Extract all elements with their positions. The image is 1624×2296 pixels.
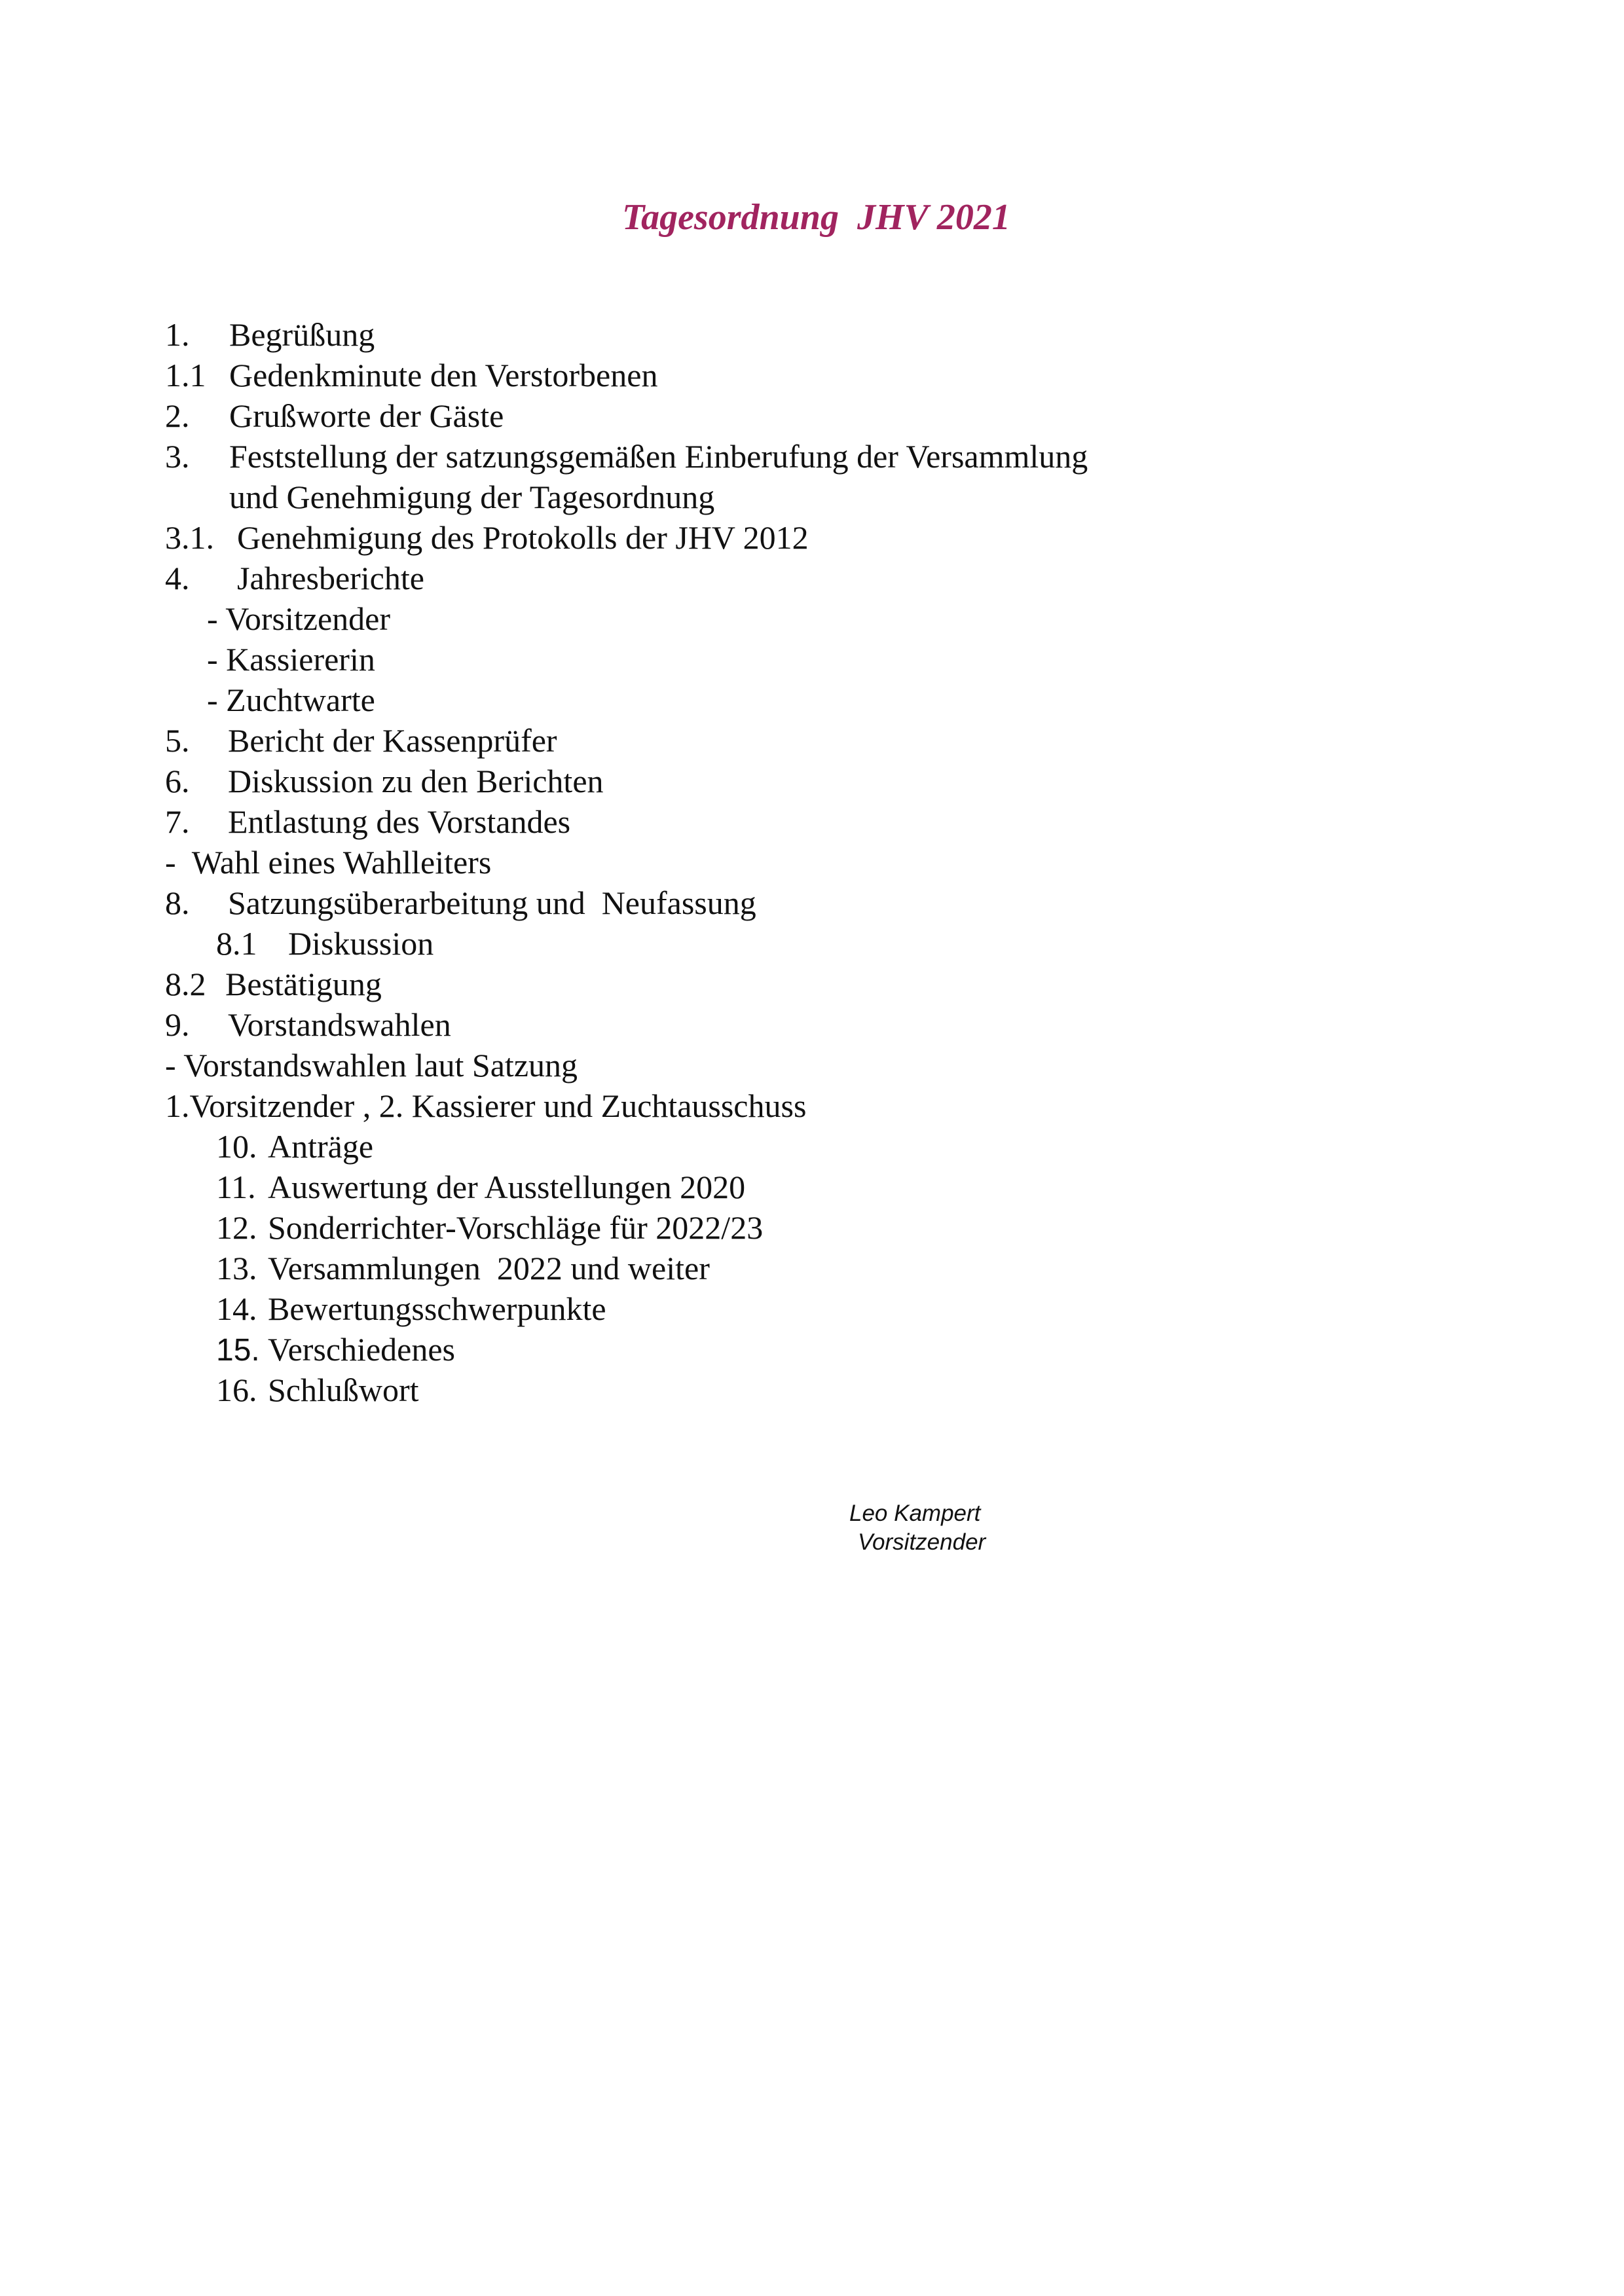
agenda-item-number: 15.: [216, 1333, 260, 1368]
agenda-item: [165, 1004, 451, 1045]
agenda-item-number: 16.: [216, 1372, 257, 1408]
agenda-item: [165, 1045, 578, 1085]
agenda-item-text: Vorstandswahlen: [228, 1006, 451, 1043]
agenda-item-text: Begrüßung: [229, 316, 375, 353]
agenda-item: [216, 1288, 606, 1329]
agenda-item-text: Bewertungsschwerpunkte: [268, 1290, 606, 1327]
agenda-item-text: Diskussion: [288, 925, 434, 962]
agenda-item-text: Bericht der Kassenprüfer: [228, 722, 557, 759]
agenda-item: [165, 477, 714, 517]
agenda-item: [216, 1167, 745, 1207]
agenda-item-number: 9.: [165, 1006, 190, 1043]
agenda-item: [165, 314, 375, 355]
agenda-item-number: 8.: [165, 884, 190, 921]
agenda-item-text: - Kassiererin: [207, 641, 375, 678]
agenda-item-number: 2.: [165, 397, 190, 434]
agenda-item-number: 11.: [216, 1169, 256, 1205]
agenda-item: [207, 598, 390, 639]
agenda-item-number: 7.: [165, 803, 190, 840]
agenda-item-number: 8.1: [216, 925, 257, 962]
agenda-item-text: - Vorstandswahlen laut Satzung: [165, 1047, 578, 1084]
document-title: Tagesordnung JHV 2021: [622, 197, 1010, 238]
agenda-item-number: 3.: [165, 438, 190, 475]
agenda-item: [165, 761, 604, 801]
agenda-item-text: Grußworte der Gäste: [229, 397, 504, 434]
agenda-item: [165, 720, 557, 761]
agenda-item: [216, 1207, 763, 1248]
agenda-item-text: Satzungsüberarbeitung und Neufassung: [228, 884, 756, 921]
agenda-item: [216, 1370, 419, 1410]
agenda-item-text: Sonderrichter-Vorschläge für 2022/23: [268, 1209, 764, 1246]
agenda-item-text: Schlußwort: [268, 1372, 419, 1408]
agenda-item-text: Genehmigung des Protokolls der JHV 2012: [237, 519, 809, 556]
agenda-item-text: und Genehmigung der Tagesordnung: [229, 479, 715, 515]
agenda-item-number: 1.1: [165, 357, 206, 393]
agenda-item: [216, 1248, 710, 1288]
agenda-item-text: Versammlungen 2022 und weiter: [268, 1250, 710, 1286]
signature-name: Leo Kampert: [849, 1501, 981, 1526]
agenda-item: [165, 395, 504, 436]
agenda-item-text: Verschiedenes: [268, 1331, 455, 1368]
agenda-item-number: 1.: [165, 316, 190, 353]
agenda-item: [207, 639, 375, 680]
agenda-item: [216, 1126, 373, 1167]
agenda-item: [216, 1329, 455, 1370]
agenda-item-number: 4.: [165, 560, 190, 596]
agenda-item-text: Gedenkminute den Verstorbenen: [229, 357, 658, 393]
agenda-item: [165, 883, 756, 923]
agenda-item: [165, 842, 491, 883]
agenda-item-number: 5.: [165, 722, 190, 759]
agenda-item: [216, 923, 434, 964]
agenda-item-number: 12.: [216, 1209, 257, 1246]
agenda-item-text: Jahresberichte: [237, 560, 424, 596]
agenda-item: [207, 680, 375, 720]
agenda-item: [165, 1085, 806, 1126]
agenda-item-number: 6.: [165, 763, 190, 799]
signature-role: Vorsitzender: [858, 1529, 986, 1555]
agenda-item-number: 8.2: [165, 966, 206, 1002]
agenda-item-text: Diskussion zu den Berichten: [228, 763, 604, 799]
agenda-item: [165, 964, 382, 1004]
agenda-item-number: 3.1.: [165, 519, 214, 556]
agenda-item-text: Auswertung der Ausstellungen 2020: [268, 1169, 746, 1205]
agenda-item: [165, 517, 809, 558]
agenda-item-text: - Zuchtwarte: [207, 682, 375, 718]
agenda-item: [165, 558, 424, 598]
agenda-item-number: 14.: [216, 1290, 257, 1327]
agenda-item-number: 10.: [216, 1128, 257, 1165]
agenda-item: [165, 801, 570, 842]
agenda-item-text: - Vorsitzender: [207, 600, 391, 637]
agenda-item: [165, 355, 657, 395]
agenda-item: [165, 436, 1088, 477]
agenda-item-text: Entlastung des Vorstandes: [228, 803, 571, 840]
agenda-item-text: Anträge: [268, 1128, 374, 1165]
agenda-item-text: - Wahl eines Wahlleiters: [165, 844, 492, 881]
agenda-item-text: Bestätigung: [225, 966, 382, 1002]
agenda-item-text: Feststellung der satzungsgemäßen Einberufung der Versammlung: [229, 438, 1088, 475]
agenda-item-number: 13.: [216, 1250, 257, 1286]
agenda-item-text: 1.Vorsitzender , 2. Kassierer und Zuchtausschuss: [165, 1087, 807, 1124]
